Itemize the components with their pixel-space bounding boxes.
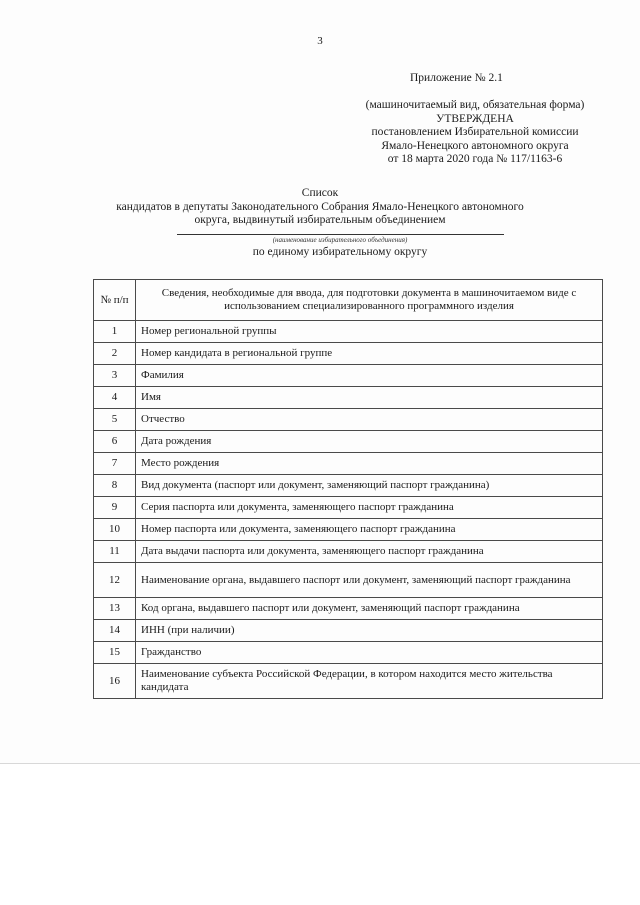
resolution-line: Ямало-Ненецкого автономного округа [381,139,569,152]
row-field-name: Наименование органа, выдавшего паспорт или документ, заменяющий паспорт гражданина [136,563,603,598]
row-field-name: Вид документа (паспорт или документ, заменяющий паспорт гражданина) [136,475,603,497]
row-field-name: Дата рождения [136,431,603,453]
row-number: 12 [94,563,136,598]
row-number: 7 [94,453,136,475]
row-number: 16 [94,664,136,699]
table-row [94,453,603,475]
row-number: 11 [94,541,136,563]
row-number: 3 [94,365,136,387]
table-row [94,431,603,453]
row-field-name: Имя [136,387,603,409]
row-field-name: Номер кандидата в региональной группе [136,343,603,365]
table-row [94,409,603,431]
resolution-line: постановлением Избирательной комиссии [371,126,579,138]
row-field-name: Код органа, выдавшего паспорт или документ, заменяющий паспорт гражданина [136,598,603,620]
table-row [94,519,603,541]
row-number: 4 [94,387,136,409]
row-number: 9 [94,497,136,519]
page-number: 3 [317,35,323,47]
title-heading: Список [301,187,339,199]
row-field-name: Серия паспорта или документа, заменяющего паспорт гражданина [136,497,603,519]
title-line: кандидатов в депутаты Законодательного Собрания Ямало-Ненецкого автономного [116,200,524,213]
row-number: 2 [94,343,136,365]
form-note: (машиночитаемый вид, обязательная форма) [365,99,585,111]
district-line: по единому избирательному округу [252,246,428,258]
table-header-row [94,280,603,321]
document-title [100,187,540,228]
row-number: 5 [94,409,136,431]
header-num: № п/п [94,280,136,321]
row-field-name: ИНН (при наличии) [136,620,603,642]
table-row [94,321,603,343]
row-field-name: Наименование субъекта Российской Федерации, в котором находится место жительства кандидата [136,664,603,699]
resolution-line: от 18 марта 2020 года № 117/1163-6 [387,153,563,165]
fields-table [93,279,603,699]
blank-fill-line [177,234,504,235]
table-row [94,642,603,664]
approved-label: УТВЕРЖДЕНА [436,112,514,125]
table-row [94,475,603,497]
row-number: 14 [94,620,136,642]
title-line: округа, выдвинутый избирательным объединением [194,214,446,226]
approval-block [330,99,620,167]
table-row [94,541,603,563]
header-desc: Сведения, необходимые для ввода, для подготовки документа в машиночитаемом виде с использованием специализированного программного изделия [136,280,603,321]
table-row [94,343,603,365]
row-number: 6 [94,431,136,453]
table-row [94,620,603,642]
row-field-name: Фамилия [136,365,603,387]
table-row [94,365,603,387]
appendix-label: Приложение № 2.1 [410,72,503,84]
blank-caption: (наименование избирательного объединения) [272,236,408,244]
table-row [94,664,603,699]
row-field-name: Дата выдачи паспорта или документа, заменяющего паспорт гражданина [136,541,603,563]
row-number: 13 [94,598,136,620]
table-row [94,598,603,620]
row-field-name: Место рождения [136,453,603,475]
table-row [94,563,603,598]
row-number: 8 [94,475,136,497]
row-field-name: Номер региональной группы [136,321,603,343]
row-field-name: Номер паспорта или документа, заменяющего паспорт гражданина [136,519,603,541]
scan-edge [0,763,640,764]
row-number: 15 [94,642,136,664]
table-row [94,497,603,519]
row-number: 1 [94,321,136,343]
row-field-name: Отчество [136,409,603,431]
row-number: 10 [94,519,136,541]
row-field-name: Гражданство [136,642,603,664]
table-row [94,387,603,409]
